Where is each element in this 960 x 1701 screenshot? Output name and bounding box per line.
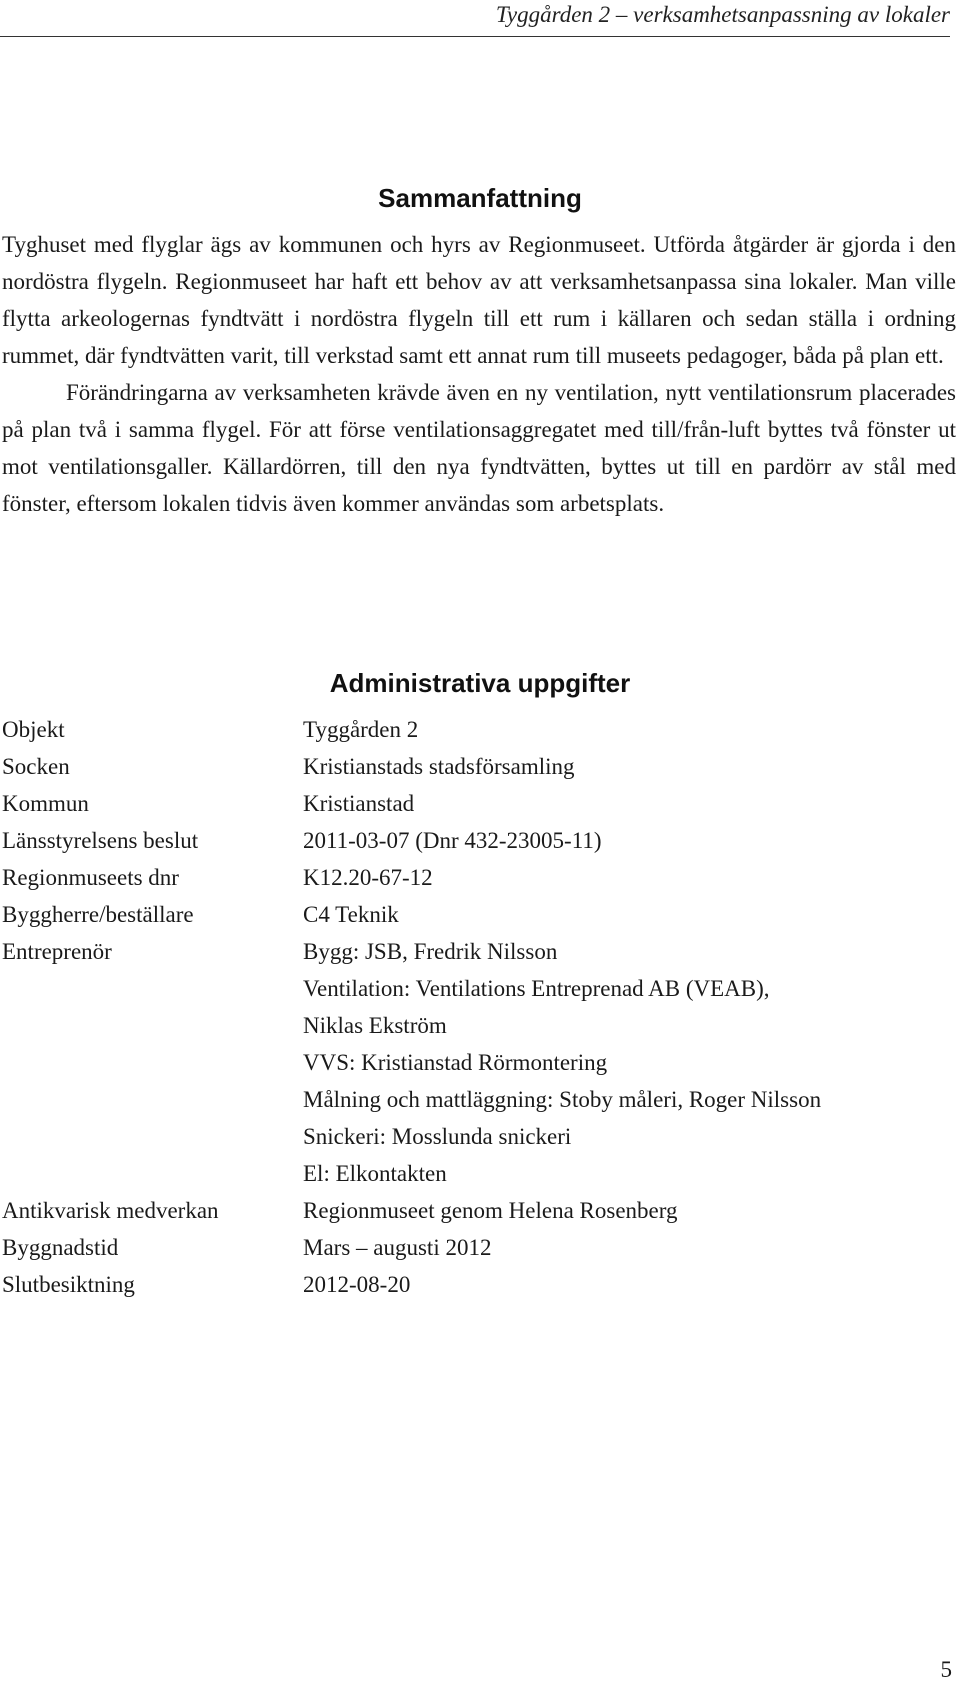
admin-label: Byggherre/beställare [2,902,194,927]
admin-value [303,785,956,822]
admin-value-line: Snickeri: Mosslunda snickeri [303,1124,572,1149]
admin-value [303,822,956,859]
admin-label: Entreprenör [2,939,112,964]
admin-value [303,1229,956,1266]
admin-row [2,933,956,1192]
admin-value-line: 2012-08-20 [303,1272,411,1297]
admin-row [2,1192,956,1229]
admin-value-line: Niklas Ekström [303,1013,447,1038]
admin-value-line: Kristianstads stadsförsamling [303,754,575,779]
admin-row [2,748,956,785]
admin-value [303,933,956,1192]
admin-value-line: Regionmuseet genom Helena Rosenberg [303,1198,678,1223]
admin-label: Antikvarisk medverkan [2,1198,219,1223]
summary-heading: Sammanfattning [378,183,582,213]
running-header [0,0,950,37]
admin-value [303,748,956,785]
page-number: 5 [940,1657,952,1682]
admin-value-line: Målning och mattläggning: Stoby måleri, Roger Nilsson [303,1087,822,1112]
admin-row [2,896,956,933]
admin-label: Kommun [2,791,89,816]
admin-value [303,711,956,748]
admin-table [2,711,956,1303]
admin-label: Regionmuseets dnr [2,865,179,890]
admin-heading: Administrativa uppgifter [329,668,631,698]
admin-row [2,711,956,748]
admin-value [303,1192,956,1229]
admin-value [303,896,956,933]
admin-row [2,822,956,859]
admin-label: Byggnadstid [2,1235,119,1260]
summary-paragraph-1: Tyghuset med flyglar ägs av kommunen och hyrs av Regionmuseet. Utförda åtgärder är gjorda i den nordöstra flygeln. Regionmuseet har haft ett behov av att verksamhetsanpassa sina lokaler. Man ville flytta arkeologernas fyndtvätt i nordöstra flygeln till ett rum i källaren och sedan ställa i ordning rummet, där fyndtvätten varit, till verkstad samt ett annat rum till museets pedagoger, båda på plan ett. [2,232,956,368]
admin-row [2,859,956,896]
running-header-title: Tyggården 2 – verksamhetsanpassning av lokaler [495,2,950,27]
admin-value-line: VVS: Kristianstad Rörmontering [303,1050,608,1075]
admin-label: Socken [2,754,70,779]
summary-paragraph-2: Förändringarna av verksamheten krävde även en ny ventilation, nytt ventilationsrum placerades på plan två i samma flygel. För att förse ventilationsaggregatet med till/från-luft byttes två fönster ut mot ventilationsgaller. Källardörren, till den nya fyndtvätten, byttes ut till en pardörr av stål med fönster, eftersom lokalen tidvis även kommer användas som arbetsplats. [2,380,956,516]
admin-label: Objekt [2,717,65,742]
admin-label: Länsstyrelsens beslut [2,828,199,853]
admin-row [2,1229,956,1266]
admin-row [2,785,956,822]
admin-value-line: 2011-03-07 (Dnr 432-23005-11) [303,828,602,853]
admin-value [303,1266,956,1303]
summary-body [2,226,956,522]
admin-value-line: K12.20-67-12 [303,865,433,890]
admin-value-line: Ventilation: Ventilations Entreprenad AB (VEAB), [303,976,770,1001]
admin-value [303,859,956,896]
admin-value-line: Kristianstad [303,791,415,816]
admin-value-line: El: Elkontakten [303,1161,447,1186]
admin-label: Slutbesiktning [2,1272,135,1297]
admin-row [2,1266,956,1303]
admin-value-line: Mars – augusti 2012 [303,1235,492,1260]
admin-value-line: Tyggården 2 [303,717,419,742]
admin-value-line: Bygg: JSB, Fredrik Nilsson [303,939,558,964]
admin-value-line: C4 Teknik [303,902,399,927]
